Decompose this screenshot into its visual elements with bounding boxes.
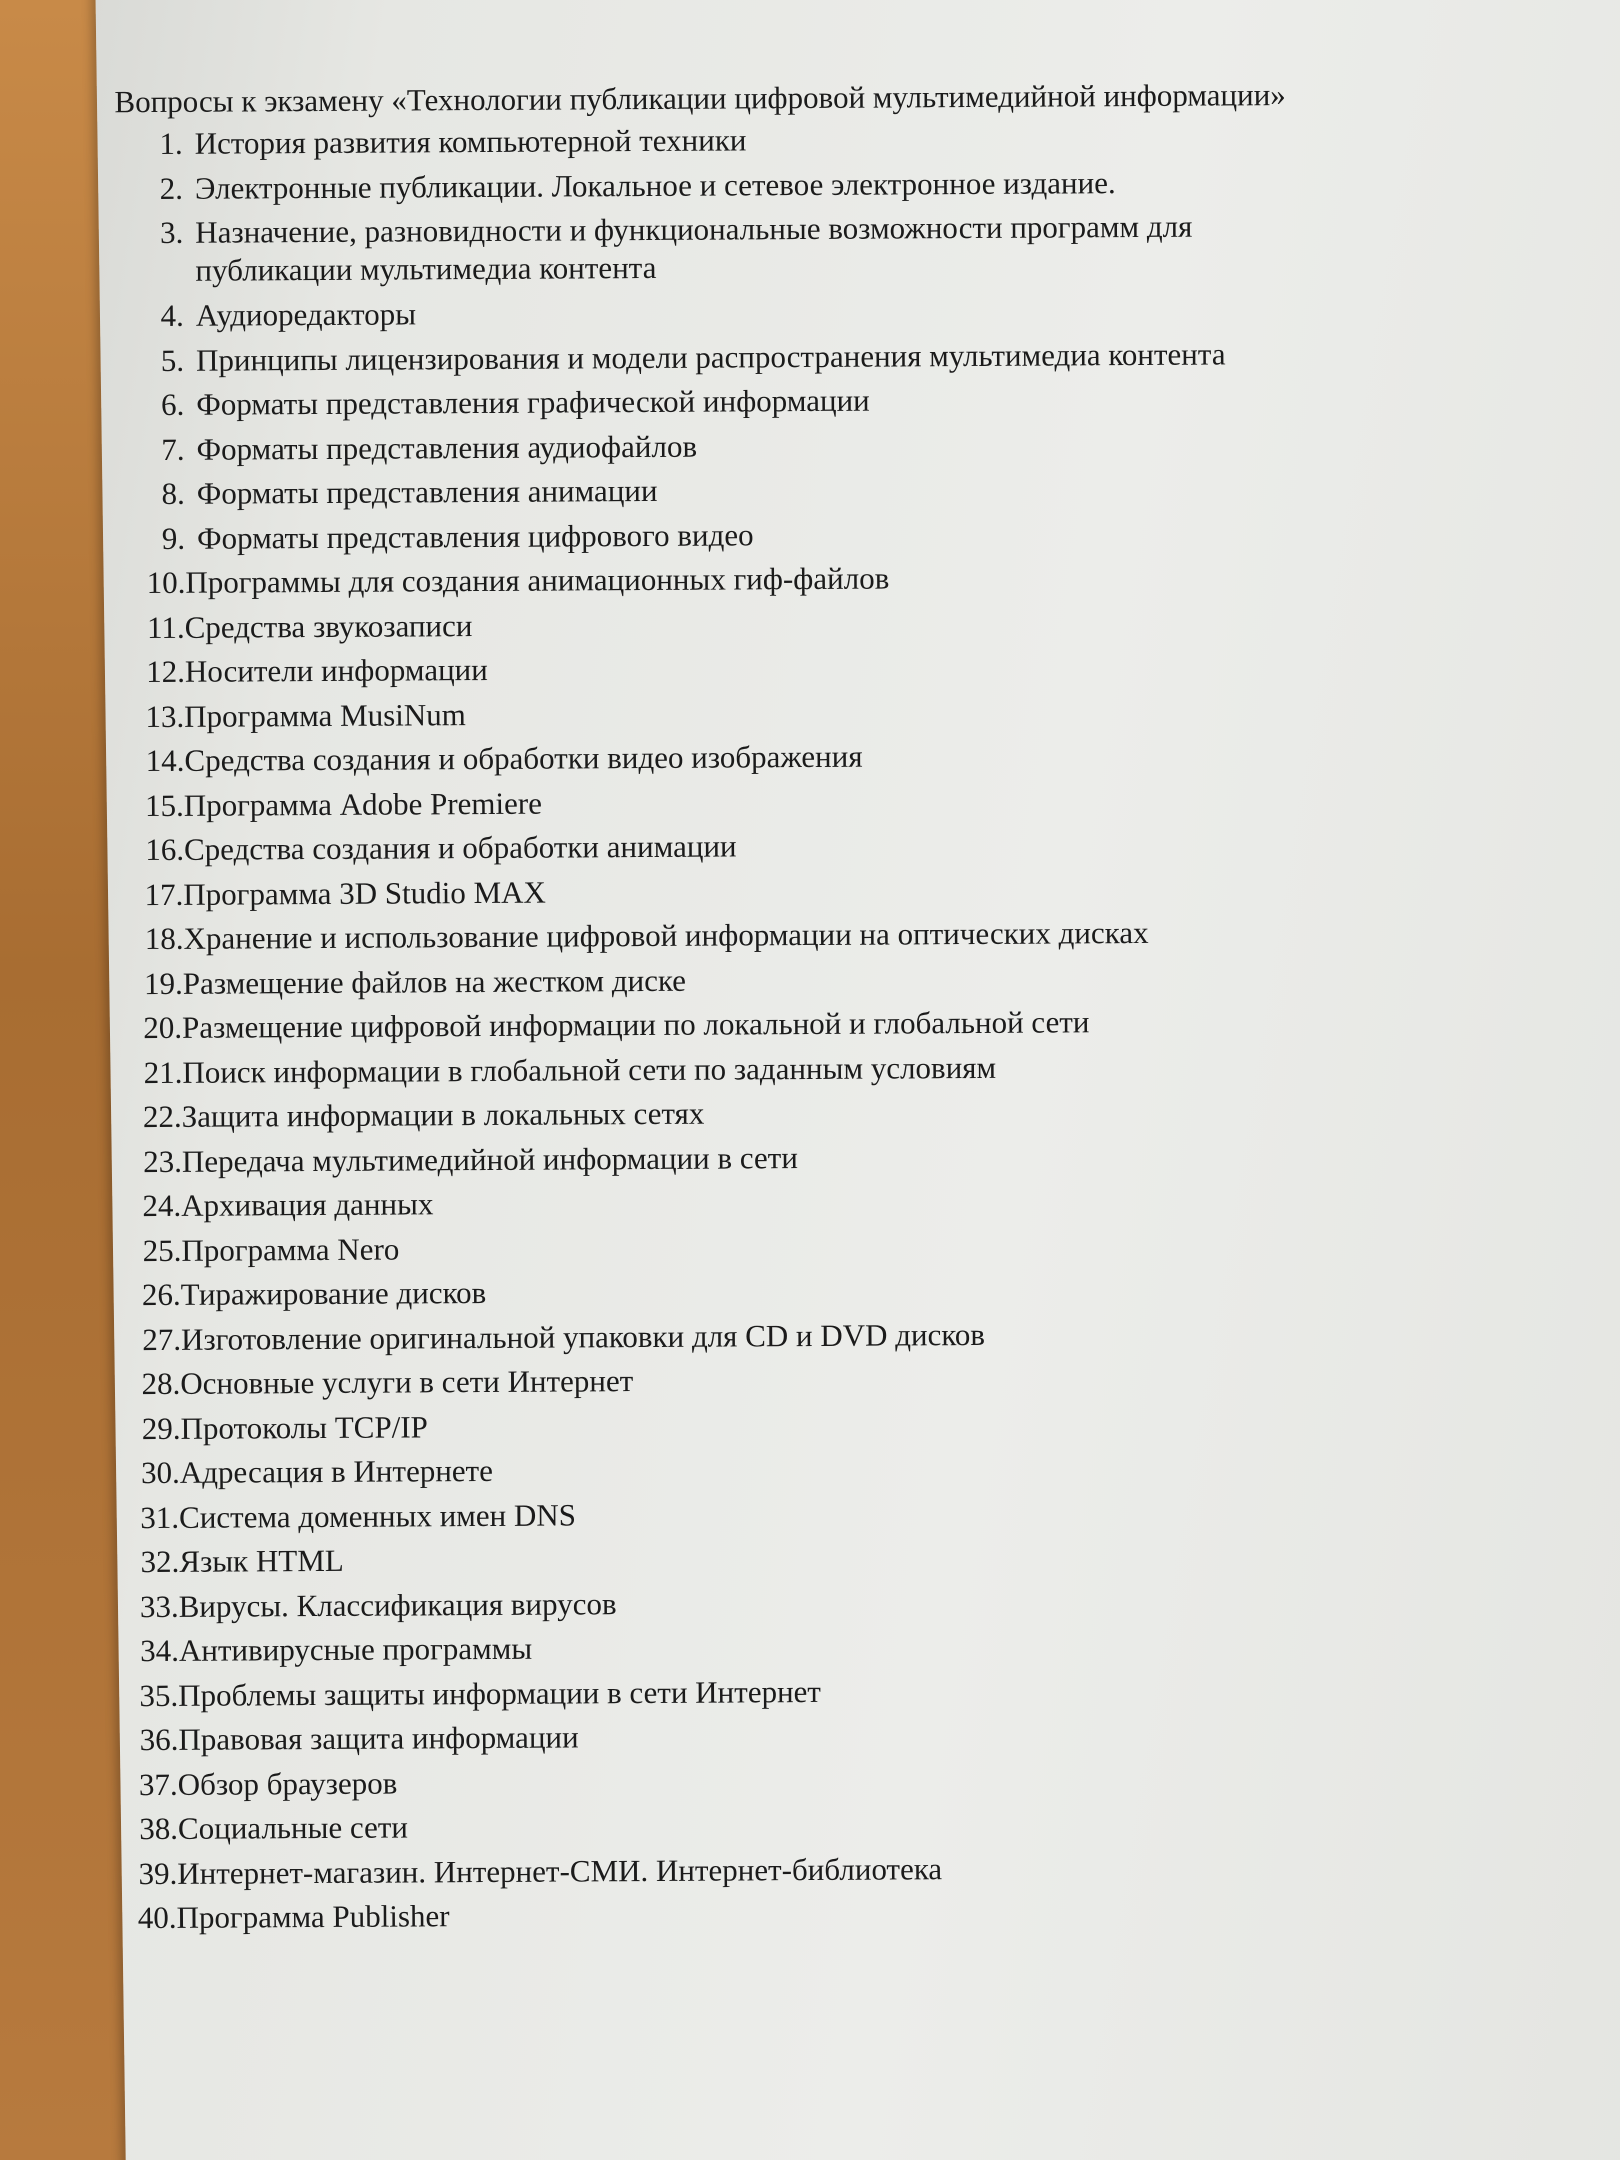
question-text: Программа Nero: [181, 1231, 400, 1268]
question-text: Программа MusiNum: [184, 696, 466, 734]
question-number: 14.: [145, 742, 185, 779]
question-text: Аудиоредакторы: [195, 296, 417, 333]
question-number: 18.: [144, 920, 184, 957]
question-text: Интернет-магазин. Интернет-СМИ. Интернет-библиотека: [177, 1850, 943, 1891]
question-text: Архивация данных: [181, 1186, 434, 1223]
question-number: 22.: [142, 1098, 182, 1135]
question-number: 21.: [143, 1054, 183, 1090]
question-text: Изготовление оригинальной упаковки для CD и DVD дисков: [180, 1316, 986, 1357]
question-number: 20.: [143, 1009, 183, 1046]
question-number: 11.: [146, 609, 185, 645]
question-text: Форматы представления графической информации: [196, 382, 870, 422]
question-text: Назначение, разновидности и функциональные возможности программ для публикации мультимедиа контента: [195, 208, 1193, 288]
question-number: 40.: [137, 1899, 177, 1936]
question-number: 31.: [140, 1499, 180, 1535]
question-text: Обзор браузеров: [177, 1765, 398, 1802]
question-text: Система доменных имен DNS: [178, 1496, 577, 1535]
question-text: Протоколы TCP/IP: [180, 1408, 428, 1446]
question-text: Защита информации в локальных сетях: [181, 1095, 705, 1134]
question-number: 6.: [160, 386, 185, 422]
question-number: 9.: [161, 520, 186, 556]
question-number: 12.: [146, 653, 186, 690]
question-number: 3.: [159, 214, 184, 250]
question-number: 2.: [159, 170, 184, 206]
question-number: 8.: [161, 475, 185, 511]
question-text: Вирусы. Классификация вирусов: [178, 1585, 617, 1624]
question-number: 35.: [139, 1677, 179, 1713]
question-number: 25.: [142, 1232, 182, 1268]
question-item: [115, 203, 1495, 294]
question-text: Носители информации: [184, 651, 488, 689]
question-number: 10.: [146, 564, 186, 601]
question-number: 16.: [145, 831, 185, 868]
question-text: Форматы представления анимации: [196, 472, 658, 511]
question-number: 23.: [143, 1143, 183, 1179]
question-number: 36.: [139, 1721, 179, 1758]
question-text: Социальные сети: [177, 1809, 409, 1846]
question-text: Размещение файлов на жестком диске: [182, 962, 687, 1001]
question-text: Проблемы защиты информации в сети Интернет: [178, 1673, 822, 1713]
question-item: [125, 1888, 1505, 1941]
question-number: 4.: [160, 297, 184, 333]
question-text: Тиражирование дисков: [180, 1274, 487, 1312]
question-text: Программа 3D Studio MAX: [183, 874, 546, 912]
question-number: 32.: [140, 1543, 180, 1580]
question-number: 15.: [144, 787, 184, 823]
question-number: 37.: [138, 1766, 178, 1802]
question-number: 28.: [141, 1365, 181, 1402]
question-text: Передача мультимедийной информации в сети: [181, 1139, 798, 1179]
question-text: Форматы представления аудиофайлов: [196, 428, 698, 467]
document-title: Вопросы к экзамену «Технологии публикации цифровой мультимедийной информации»: [114, 77, 1286, 120]
question-text: Размещение цифровой информации по локальной и глобальной сети: [181, 1004, 1090, 1045]
question-number: 26.: [141, 1276, 181, 1313]
question-text: Средства звукозаписи: [184, 607, 473, 645]
question-list: [115, 114, 1506, 1941]
question-text: Правовая защита информации: [178, 1719, 579, 1757]
question-number: 30.: [140, 1454, 180, 1491]
question-text: Программа Publisher: [176, 1898, 450, 1935]
question-text: Язык HTML: [179, 1542, 344, 1579]
question-text: Программа Adobe Premiere: [183, 785, 543, 823]
question-text: Хранение и использование цифровой информации на оптических дисках: [183, 914, 1149, 956]
question-text: История развития компьютерной техники: [194, 122, 747, 161]
question-number: 29.: [141, 1410, 181, 1446]
question-number: 24.: [142, 1187, 182, 1224]
question-number: 13.: [145, 698, 185, 734]
question-number: 19.: [143, 965, 183, 1001]
question-text: Адресация в Интернете: [179, 1452, 494, 1490]
question-text: Принципы лицензирования и модели распространения мультимедиа контента: [195, 335, 1226, 378]
question-number: 7.: [161, 431, 185, 467]
question-number: 27.: [142, 1321, 182, 1357]
question-number: 1.: [159, 125, 183, 161]
question-text: Программы для создания анимационных гиф-файлов: [185, 560, 890, 600]
question-text: Основные услуги в сети Интернет: [180, 1363, 634, 1401]
question-number: 33.: [139, 1588, 179, 1624]
question-number: 5.: [160, 342, 185, 378]
question-text: Поиск информации в глобальной сети по заданным условиям: [182, 1049, 997, 1090]
question-text: Средства создания и обработки видео изображения: [184, 738, 863, 778]
question-number: 17.: [144, 876, 184, 912]
question-text: Средства создания и обработки анимации: [183, 828, 737, 867]
question-number: 39.: [138, 1855, 178, 1891]
question-text: Электронные публикации. Локальное и сетевое электронное издание.: [194, 164, 1116, 206]
question-number: 38.: [139, 1810, 179, 1847]
document-content: [114, 76, 1505, 1941]
question-text: Форматы представления цифрового видео: [197, 516, 754, 556]
question-text: Антивирусные программы: [178, 1630, 533, 1668]
question-number: 34.: [140, 1632, 180, 1669]
